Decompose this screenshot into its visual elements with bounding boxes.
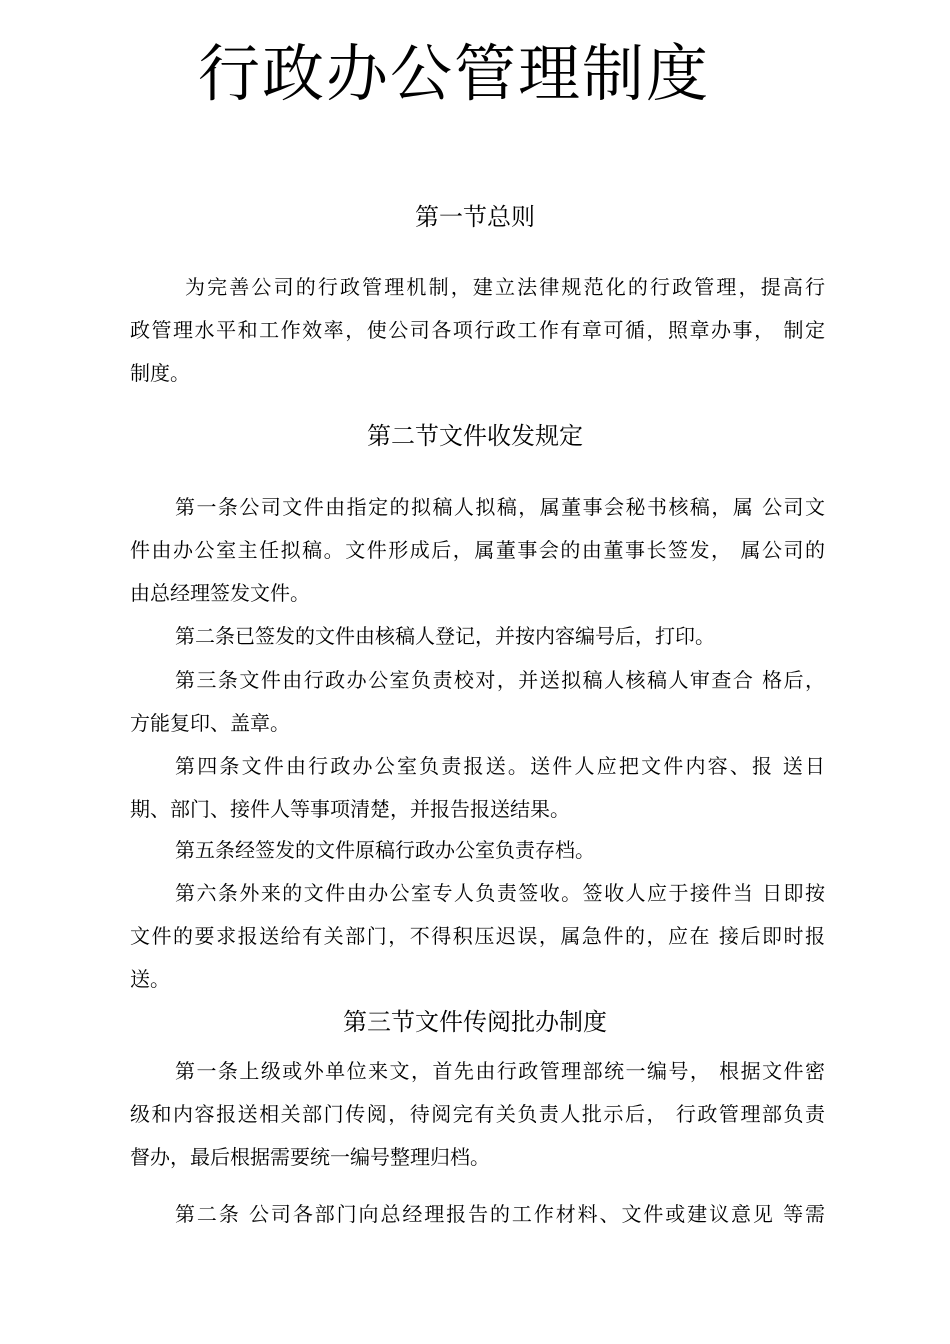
paragraph-line: 为完善公司的行政管理机制，建立法律规范化的行政管理，提高行 — [185, 275, 825, 299]
paragraph-line: 第三条文件由行政办公室负责校对，并送拟稿人核稿人审查合 格后， — [175, 668, 825, 692]
paragraph-line: 政管理水平和工作效率，使公司各项行政工作有章可循，照章办事， 制定 — [130, 318, 825, 342]
paragraph — [130, 1050, 825, 1179]
paragraph-line: 由总经理签发文件。 — [130, 581, 310, 605]
paragraph — [130, 266, 825, 395]
paragraph-line: 文件的要求报送给有关部门，不得积压迟误，属急件的，应在 接后即时报 — [130, 924, 825, 948]
paragraph-line: 件由办公室主任拟稿。文件形成后，属董事会的由董事长签发， 属公司的 — [130, 538, 825, 562]
section-heading-1: 第一节总则 — [415, 203, 535, 231]
paragraph-line: 期、部门、接件人等事项清楚，并报告报送结果。 — [130, 797, 570, 821]
paragraph — [130, 659, 825, 745]
paragraph — [130, 872, 825, 1001]
paragraph — [130, 745, 825, 831]
paragraph — [130, 486, 825, 615]
paragraph-line: 第一条上级或外单位来文，首先由行政管理部统一编号， 根据文件密 — [175, 1059, 825, 1083]
paragraph-line: 第五条经签发的文件原稿行政办公室负责存档。 — [175, 838, 595, 862]
paragraph-line: 级和内容报送相关部门传阅，待阅完有关负责人批示后， 行政管理部负责 — [130, 1102, 825, 1126]
paragraph — [130, 829, 825, 872]
paragraph-line: 送。 — [130, 967, 170, 991]
paragraph-line: 第二条 公司各部门向总经理报告的工作材料、文件或建议意见 等需 — [175, 1202, 825, 1226]
paragraph-line: 制度。 — [130, 361, 190, 385]
paragraph-line: 督办，最后根据需要统一编号整理归档。 — [130, 1145, 490, 1169]
page-title: 行政办公管理制度 — [198, 37, 711, 110]
section-heading-3: 第三节文件传阅批办制度 — [343, 1008, 607, 1036]
paragraph-line: 方能复印、盖章。 — [130, 711, 290, 735]
paragraph-line: 第二条已签发的文件由核稿人登记，并按内容编号后，打印。 — [175, 624, 715, 648]
paragraph-line: 第一条公司文件由指定的拟稿人拟稿，属董事会秘书核稿，属 公司文 — [175, 495, 825, 519]
paragraph-line: 第四条文件由行政办公室负责报送。送件人应把文件内容、报 送日 — [175, 754, 825, 778]
section-heading-2: 第二节文件收发规定 — [367, 422, 583, 450]
paragraph-line: 第六条外来的文件由办公室专人负责签收。签收人应于接件当 日即按 — [175, 881, 825, 905]
paragraph — [130, 615, 825, 658]
paragraph — [130, 1193, 825, 1236]
